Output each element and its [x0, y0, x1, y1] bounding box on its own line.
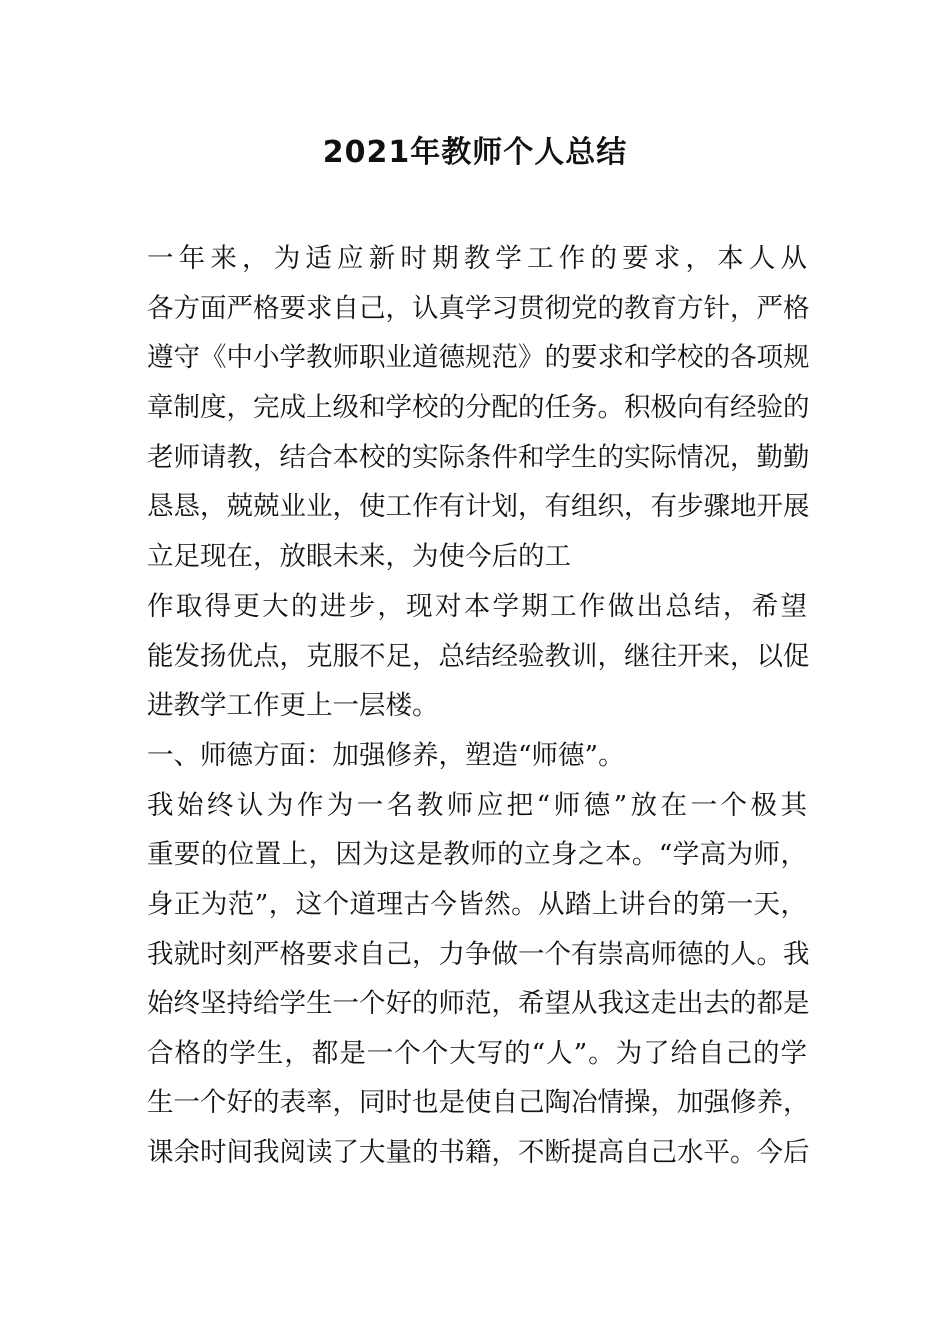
paragraph-line: 生一个好的表率，同时也是使自己陶冶情操，加强修养， — [147, 1087, 810, 1118]
paragraph-line: 课余时间我阅读了大量的书籍，不断提高自己水平。今后 — [147, 1137, 810, 1168]
paragraph-line: 作取得更大的进步，现对本学期工作做出总结，希望 — [147, 591, 807, 622]
paragraph-line: 能发扬优点，克服不足，总结经验教训，继往开来，以促 — [147, 641, 810, 672]
document-title: 2021年教师个人总结 — [322, 135, 628, 170]
paragraph-line: 一年来，为适应新时期教学工作的要求，本人从 — [147, 243, 807, 274]
paragraph-line: 章制度，完成上级和学校的分配的任务。积极向有经验的 — [147, 392, 810, 423]
paragraph-line: 重要的位置上，因为这是教师的立身之本。“学高为师， — [147, 839, 807, 870]
paragraph-line: 遵守《中小学教师职业道德规范》的要求和学校的各项规 — [147, 342, 810, 373]
paragraph-line: 各方面严格要求自己，认真学习贯彻党的教育方针，严格 — [147, 293, 810, 324]
paragraph-line: 老师请教，结合本校的实际条件和学生的实际情况，勤勤 — [147, 442, 810, 473]
paragraph-line: 立足现在，放眼未来，为使今后的工 — [147, 541, 571, 572]
paragraph-line: 我就时刻严格要求自己，力争做一个有崇高师德的人。我 — [147, 939, 810, 970]
paragraph-line: 进教学工作更上一层楼。 — [147, 690, 439, 721]
paragraph-line: 恳恳，兢兢业业，使工作有计划，有组织，有步骤地开展 — [147, 491, 810, 522]
paragraph-line: 始终坚持给学生一个好的师范，希望从我这走出去的都是 — [147, 988, 810, 1019]
section-heading: 一、师德方面：加强修养，塑造“师德”。 — [147, 740, 625, 771]
paragraph-line: 我始终认为作为一名教师应把“师德”放在一个极其 — [147, 790, 807, 821]
paragraph-line: 身正为范”，这个道理古今皆然。从踏上讲台的第一天， — [147, 889, 807, 920]
paragraph-line: 合格的学生，都是一个个大写的“人”。为了给自己的学 — [147, 1038, 807, 1069]
